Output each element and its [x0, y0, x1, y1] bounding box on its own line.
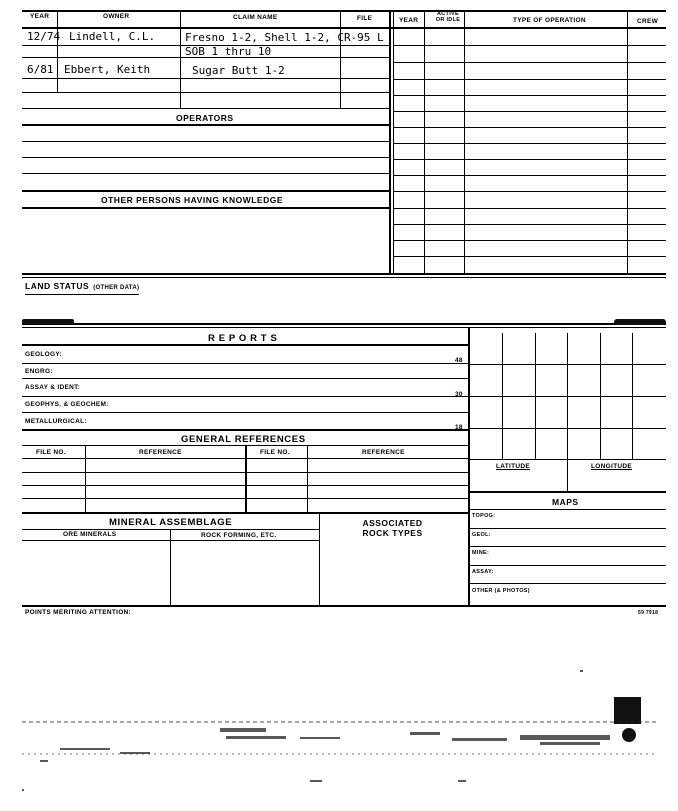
maps-row-mine: MINE: — [472, 550, 490, 556]
entry-owner-3: Ebbert, Keith — [64, 63, 151, 76]
report-row-engrg: ENGRG: — [25, 368, 53, 375]
land-status-sub: (OTHER DATA) — [93, 285, 140, 291]
form-number: 59 7918 — [638, 610, 659, 616]
points-meriting-label: POINTS MERITING ATTENTION: — [25, 609, 132, 616]
maps-title: MAPS — [552, 497, 579, 507]
gr-header-file-no-1: FILE NO. — [36, 449, 66, 456]
gr-header-reference-2: REFERENCE — [362, 449, 405, 456]
other-persons-label: OTHER PERSONS HAVING KNOWLEDGE — [101, 195, 284, 205]
header-claim-name: CLAIM NAME — [233, 14, 278, 21]
land-status-label: LAND STATUS — [25, 281, 90, 291]
entry-owner-1: Lindell, C.L. — [69, 30, 156, 43]
latitude-label: LATITUDE — [496, 463, 531, 470]
header-type-of-operation: TYPE OF OPERATION — [513, 17, 586, 24]
header-owner: OWNER — [103, 13, 130, 20]
gr-header-reference-1: REFERENCE — [139, 449, 182, 456]
maps-row-other: OTHER (& PHOTOS) — [472, 588, 530, 594]
report-num-assay: 30 — [455, 391, 463, 398]
associated-line1: ASSOCIATED — [362, 518, 423, 528]
general-references-title: GENERAL REFERENCES — [181, 434, 306, 445]
header-year: YEAR — [30, 13, 50, 20]
header-year-right: YEAR — [399, 17, 419, 24]
longitude-label: LONGITUDE — [591, 463, 632, 470]
ore-minerals-label: ORE MINERALS — [63, 531, 117, 538]
operators-label: OPERATORS — [176, 113, 234, 123]
header-active-line2: OR IDLE — [435, 17, 461, 23]
reports-title: R E P O R T S — [208, 333, 278, 344]
maps-row-topog: TOPOG: — [472, 513, 496, 519]
gr-header-file-no-2: FILE NO. — [260, 449, 290, 456]
entry-claim-1: Fresno 1-2, Shell 1-2, CR-95 L — [185, 31, 384, 44]
report-row-metallurgical: METALLURGICAL: — [25, 418, 87, 425]
entry-year-3: 6/81 — [27, 63, 54, 76]
header-active-line1: ACTIVE — [437, 11, 459, 17]
report-row-geophys: GEOPHYS. & GEOCHEM: — [25, 401, 109, 408]
mineral-assemblage-title: MINERAL ASSEMBLAGE — [109, 517, 233, 528]
rock-forming-label: ROCK FORMING, ETC. — [201, 532, 277, 539]
report-num-geology: 48 — [455, 357, 463, 364]
report-num-metallurgical: 18 — [455, 424, 463, 431]
associated-line2: ROCK TYPES — [362, 528, 423, 538]
report-row-assay: ASSAY & IDENT: — [25, 384, 81, 391]
entry-claim-3: Sugar Butt 1-2 — [192, 64, 285, 77]
maps-row-assay: ASSAY: — [472, 569, 494, 575]
header-file: FILE — [357, 15, 373, 22]
maps-row-geol: GEOL: — [472, 532, 491, 538]
header-crew: CREW — [637, 18, 659, 25]
entry-claim-2: SOB 1 thru 10 — [185, 45, 272, 58]
entry-year-1: 12/74 — [27, 30, 61, 43]
report-row-geology: GEOLOGY: — [25, 351, 62, 358]
